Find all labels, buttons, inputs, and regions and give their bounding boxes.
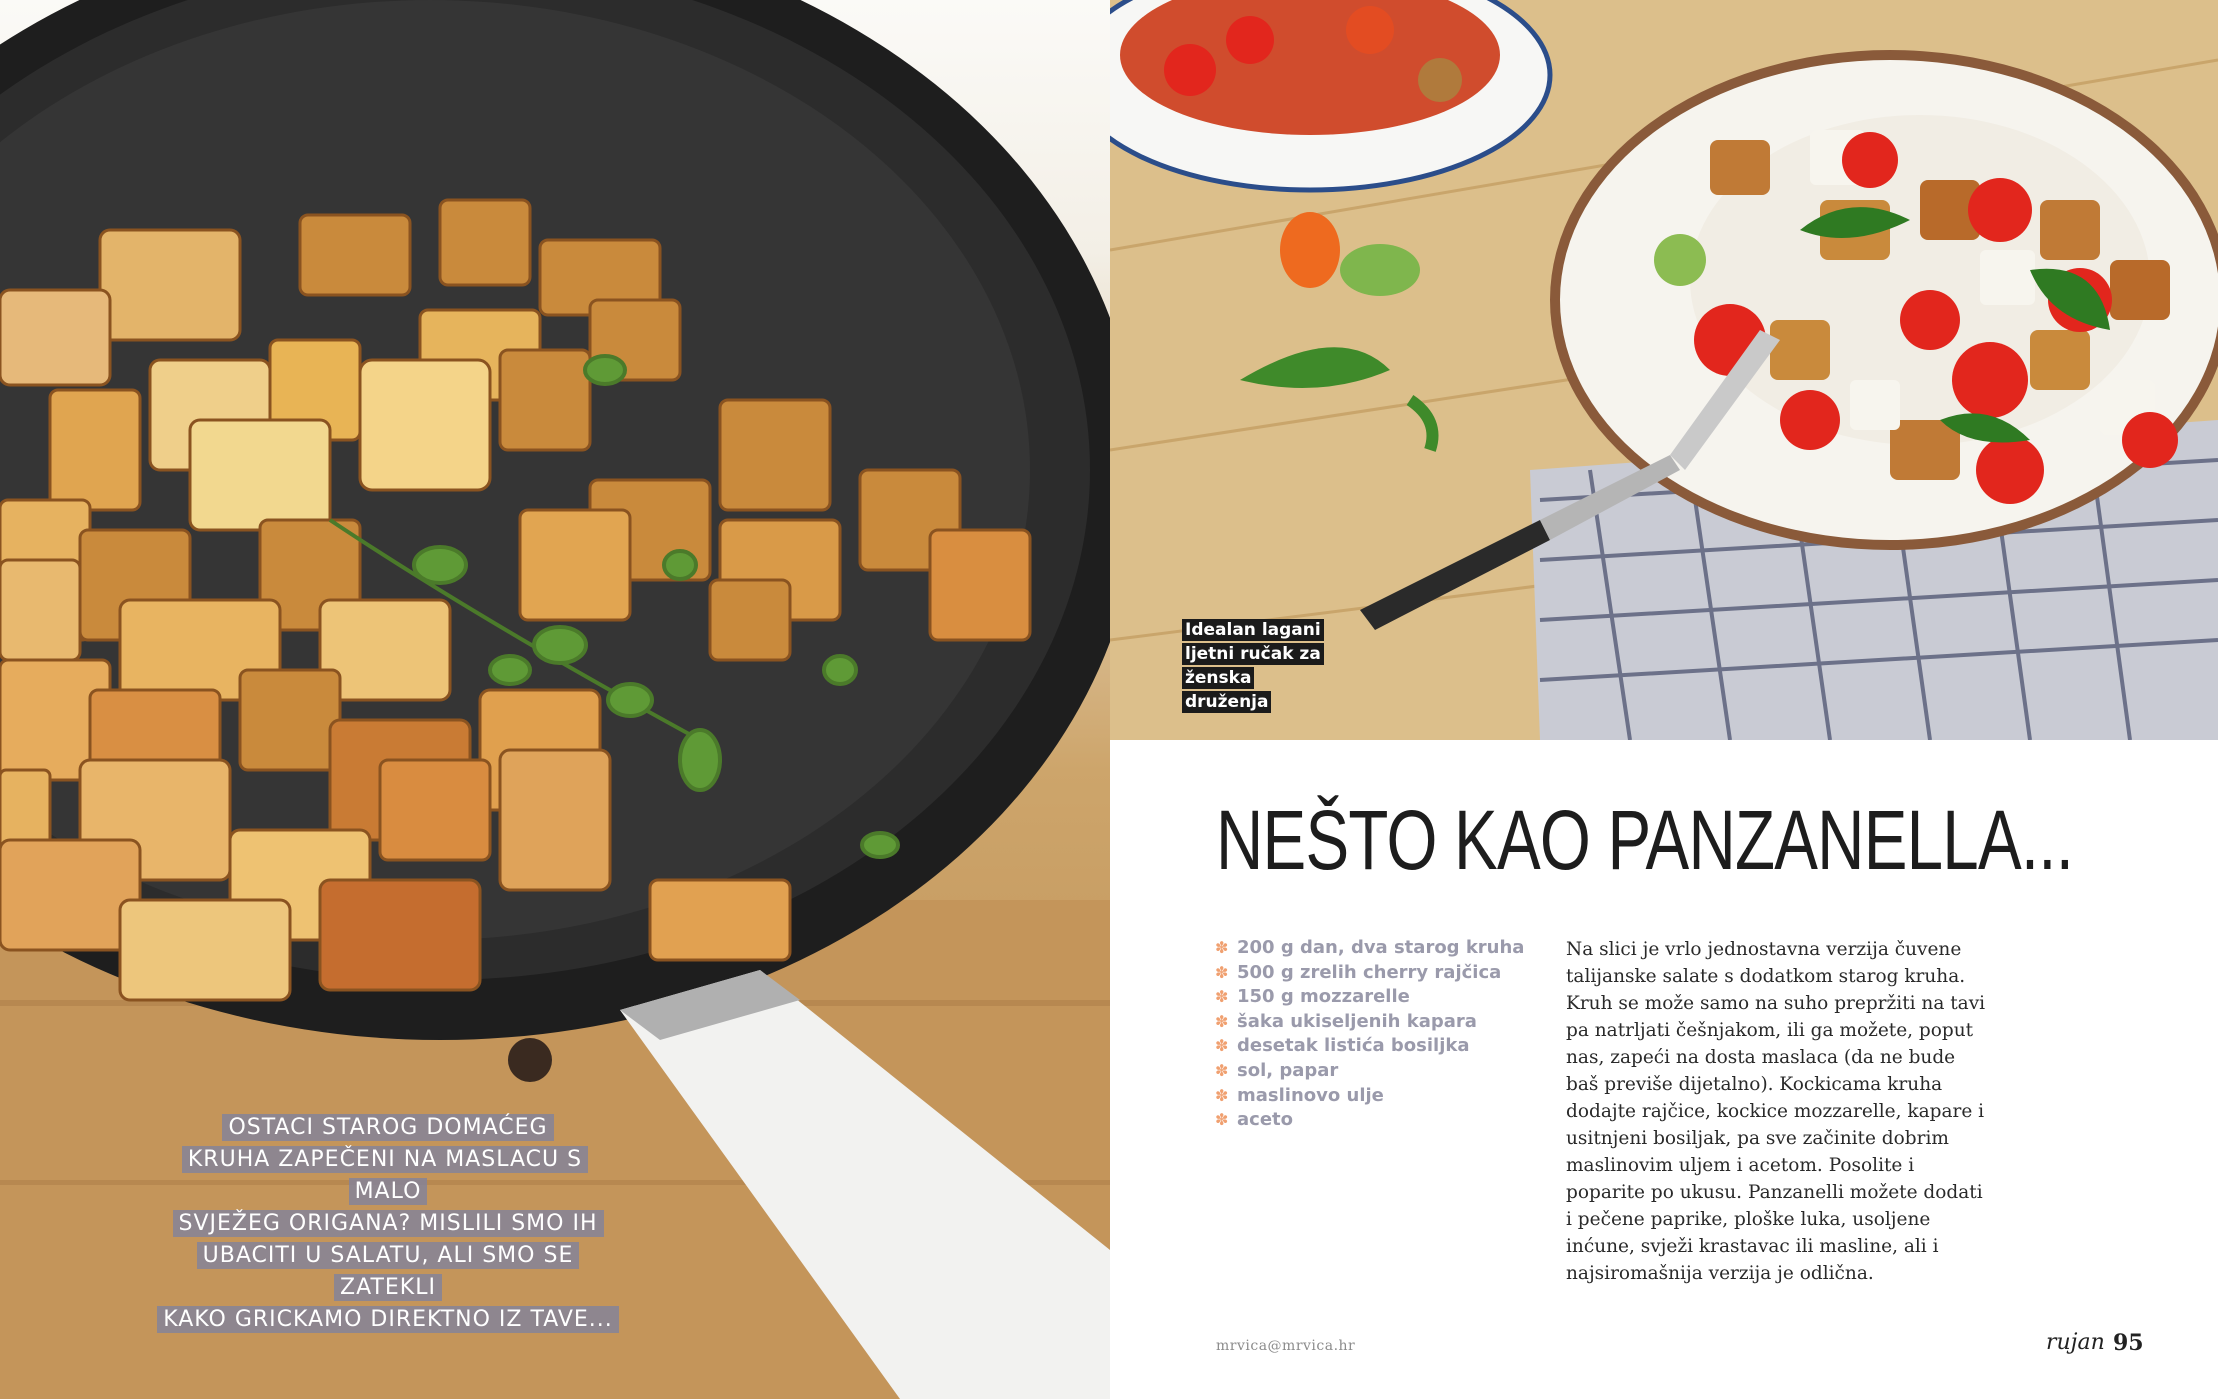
recipe-body-paragraph: Na slici je vrlo jednostavna verzija čuvene talijanske salate s dodatkom starog kruha. Kruh se može samo na suho prepržiti na tavi pa natrljati češnjakom, ili ga možete, poput nas, zapeći na dosta maslaca (da ne bude baš previše dijetalno). Kockicama kruha dodajte rajčice, kockice mozzarelle, kapare i usitnjeni bosiljak, pa sve začinite dobrim maslinovim uljem i acetom. Posolite i poparite po ukusu. Panzanelli možete dodati i pečene paprike, ploške luka, usoljene inćune, svježi krastavac ili masline, ali i najsiromašnija verzija je odlična. [1566, 939, 1986, 1284]
ingredient-item [1215, 961, 1545, 986]
caption-line: SVJEŽEG ORIGANA? MISLILI SMO IH [173, 1210, 604, 1237]
ingredient-item [1215, 985, 1545, 1010]
asterisk-bullet-icon: ✽ [1215, 1110, 1229, 1130]
ingredient-text: 500 g zrelih cherry rajčica [1237, 961, 1502, 983]
asterisk-bullet-icon: ✽ [1215, 938, 1229, 957]
asterisk-bullet-icon: ✽ [1215, 1011, 1229, 1031]
caption-line: ženska druženja [1182, 667, 1271, 713]
ingredient-text: sol, papar [1237, 1059, 1339, 1081]
ingredient-item [1215, 1059, 1545, 1084]
asterisk-bullet-icon: ✽ [1215, 1085, 1229, 1105]
caption-line: KAKO GRICKAMO DIREKTNO IZ TAVE... [157, 1306, 619, 1333]
caption-line: Idealan lagani [1182, 619, 1324, 641]
ingredient-text: aceto [1237, 1109, 1293, 1131]
ingredient-item [1215, 1084, 1545, 1109]
ingredient-item [1215, 936, 1545, 961]
caption-line: KRUHA ZAPEČENI NA MASLACU S MALO [182, 1146, 588, 1205]
page-number: 95 [2113, 1330, 2144, 1356]
caption-line: ljetni ručak za [1182, 643, 1324, 665]
ingredients-list [1215, 936, 1545, 1133]
caption-line: OSTACI STAROG DOMAĆEG [222, 1114, 553, 1141]
asterisk-bullet-icon: ✽ [1215, 962, 1229, 982]
caption-line: UBACITI U SALATU, ALI SMO SE ZATEKLI [197, 1242, 580, 1301]
ingredient-text: desetak listića bosiljka [1237, 1035, 1470, 1057]
footer-email: mrvica@mrvica.hr [1216, 1338, 1356, 1354]
right-photo-caption [1182, 618, 1332, 714]
ingredient-text: 150 g mozzarelle [1237, 986, 1410, 1008]
ingredient-text: maslinovo ulje [1237, 1084, 1384, 1106]
footer-month: rujan [2046, 1330, 2105, 1355]
asterisk-bullet-icon: ✽ [1215, 1060, 1229, 1080]
recipe-body [1566, 936, 1986, 1287]
left-photo-caption [150, 1112, 626, 1336]
asterisk-bullet-icon: ✽ [1215, 987, 1229, 1007]
ingredient-item [1215, 1010, 1545, 1035]
ingredient-text: šaka ukiseljenih kapara [1237, 1010, 1477, 1032]
asterisk-bullet-icon: ✽ [1215, 1036, 1229, 1056]
ingredient-text: 200 g dan, dva starog kruha [1237, 937, 1525, 958]
ingredient-item [1215, 1034, 1545, 1059]
ingredient-item [1215, 1108, 1545, 1133]
recipe-title: NEŠTO KAO PANZANELLA... [1216, 793, 2074, 887]
